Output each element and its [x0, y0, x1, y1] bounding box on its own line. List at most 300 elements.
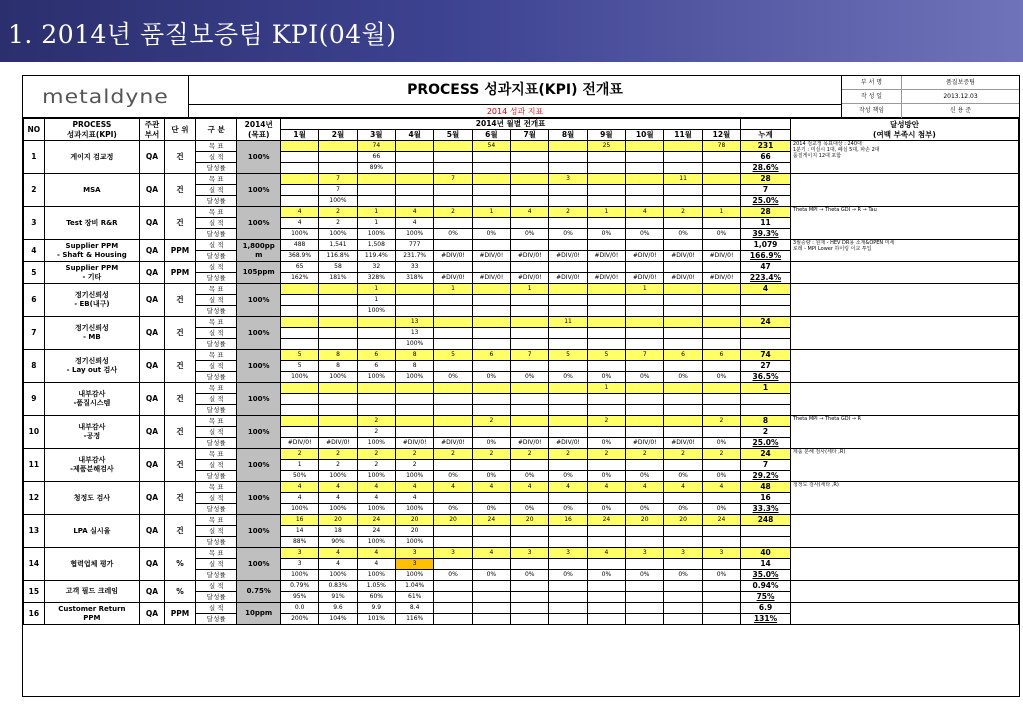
month-cell: 4	[511, 207, 549, 218]
kpi-target-2014: 100%	[237, 515, 281, 548]
kpi-unit: 건	[164, 482, 195, 515]
month-cell	[664, 284, 702, 295]
total-cell: 223.4%	[741, 273, 791, 284]
month-cell: 0%	[434, 229, 472, 240]
month-cell: 95%	[280, 592, 318, 603]
total-cell: 1,079	[741, 240, 791, 251]
table-row	[24, 262, 1019, 273]
month-cell: 1.04%	[396, 581, 434, 592]
month-cell: 4	[357, 482, 395, 493]
month-cell	[280, 339, 318, 350]
month-cell	[434, 317, 472, 328]
total-cell: 1	[741, 383, 791, 394]
month-cell	[511, 537, 549, 548]
month-cell	[472, 383, 510, 394]
month-cell: 8	[319, 350, 357, 361]
month-cell: 100%	[396, 372, 434, 383]
month-cell: 2	[396, 460, 434, 471]
row-label: 달성률	[196, 614, 237, 625]
month-cell: #DIV/0!	[434, 251, 472, 262]
month-cell: #DIV/0!	[626, 273, 664, 284]
table-row	[24, 284, 1019, 295]
kpi-number: 13	[24, 515, 45, 548]
month-cell: 4	[472, 548, 510, 559]
month-cell	[319, 317, 357, 328]
month-cell: 2	[319, 207, 357, 218]
total-cell	[741, 306, 791, 317]
month-cell: 0%	[626, 229, 664, 240]
row-label: 목 표	[196, 482, 237, 493]
month-cell	[511, 559, 549, 570]
total-cell	[741, 295, 791, 306]
kpi-sheet	[22, 75, 1020, 697]
month-cell: #DIV/0!	[626, 251, 664, 262]
month-cell: 0%	[511, 229, 549, 240]
sheet-header	[23, 76, 1019, 118]
month-cell	[472, 218, 510, 229]
month-cell	[626, 174, 664, 185]
month-cell: 7	[319, 185, 357, 196]
month-cell: 20	[396, 526, 434, 537]
month-cell: #DIV/0!	[434, 273, 472, 284]
month-cell	[511, 361, 549, 372]
month-cell	[319, 416, 357, 427]
month-cell: 100%	[357, 504, 395, 515]
month-cell	[434, 581, 472, 592]
month-cell	[549, 339, 587, 350]
month-cell: 20	[664, 515, 702, 526]
month-cell: 2	[702, 416, 740, 427]
month-cell: 1	[702, 207, 740, 218]
approval-key: 부 서 명	[842, 76, 902, 89]
month-cell	[702, 174, 740, 185]
kpi-unit: 건	[164, 284, 195, 317]
row-label: 목 표	[196, 548, 237, 559]
month-cell	[472, 603, 510, 614]
month-cell	[511, 592, 549, 603]
month-cell	[664, 581, 702, 592]
month-cell: 6	[472, 350, 510, 361]
total-cell: 39.3%	[741, 229, 791, 240]
kpi-number: 4	[24, 240, 45, 262]
month-cell	[280, 295, 318, 306]
row-label: 목 표	[196, 416, 237, 427]
col-header-monthsHeader: 2014년 월별 전개표	[280, 119, 740, 130]
month-cell: 100%	[280, 504, 318, 515]
month-cell: 0%	[587, 438, 625, 449]
month-cell: 0%	[664, 372, 702, 383]
kpi-dept: QA	[140, 207, 165, 240]
month-cell	[626, 526, 664, 537]
month-cell: 0%	[702, 504, 740, 515]
month-cell	[626, 361, 664, 372]
row-label: 실 적	[196, 603, 237, 614]
month-cell: 4	[702, 482, 740, 493]
row-label: 달성률	[196, 196, 237, 207]
kpi-name: MSA	[44, 174, 139, 207]
month-cell	[472, 306, 510, 317]
month-cell: 100%	[357, 537, 395, 548]
kpi-name: 정기신뢰성 - EB(내구)	[44, 284, 139, 317]
row-label: 달성률	[196, 504, 237, 515]
month-cell	[319, 405, 357, 416]
month-cell	[434, 328, 472, 339]
month-cell	[626, 559, 664, 570]
kpi-number: 15	[24, 581, 45, 603]
month-cell	[626, 317, 664, 328]
month-cell	[664, 141, 702, 152]
month-cell: 231.7%	[396, 251, 434, 262]
month-cell: 5	[280, 361, 318, 372]
month-cell	[702, 559, 740, 570]
total-cell: 25.0%	[741, 438, 791, 449]
month-cell	[587, 559, 625, 570]
month-cell: 104%	[319, 614, 357, 625]
month-cell: #DIV/0!	[549, 438, 587, 449]
month-cell	[549, 614, 587, 625]
improvement-plan: Theta MPI → Theta GDI → R → Tau	[790, 207, 1018, 240]
month-cell	[626, 185, 664, 196]
month-cell	[702, 493, 740, 504]
month-cell: 100%	[319, 229, 357, 240]
month-cell	[702, 592, 740, 603]
month-cell	[664, 614, 702, 625]
month-cell	[357, 185, 395, 196]
month-cell	[587, 592, 625, 603]
month-cell: 4	[434, 482, 472, 493]
month-cell	[472, 152, 510, 163]
kpi-number: 10	[24, 416, 45, 449]
month-cell: 318%	[396, 273, 434, 284]
month-cell: 200%	[280, 614, 318, 625]
month-cell	[319, 328, 357, 339]
month-cell	[280, 196, 318, 207]
month-cell	[472, 526, 510, 537]
month-cell: 20	[396, 515, 434, 526]
month-cell	[280, 328, 318, 339]
month-cell: 65	[280, 262, 318, 273]
month-cell	[280, 383, 318, 394]
month-cell: 6	[357, 350, 395, 361]
row-label: 실 적	[196, 361, 237, 372]
month-cell: #DIV/0!	[434, 438, 472, 449]
month-cell: 0%	[626, 504, 664, 515]
month-cell	[511, 185, 549, 196]
month-cell: 9.6	[319, 603, 357, 614]
total-cell: 24	[741, 449, 791, 460]
total-cell: 47	[741, 262, 791, 273]
month-header: 4월	[396, 130, 434, 141]
month-cell: 4	[280, 207, 318, 218]
company-logo	[23, 76, 189, 118]
month-cell	[549, 185, 587, 196]
month-cell	[549, 163, 587, 174]
month-cell: 3	[626, 548, 664, 559]
kpi-target-2014: 1,800pp m	[237, 240, 281, 262]
month-cell: 0%	[549, 372, 587, 383]
kpi-name: Supplier PPM - 기타	[44, 262, 139, 284]
month-cell	[664, 339, 702, 350]
month-cell: 488	[280, 240, 318, 251]
month-cell: 20	[626, 515, 664, 526]
month-cell: 91%	[319, 592, 357, 603]
slide-title-bar	[0, 0, 1023, 62]
row-label: 달성률	[196, 251, 237, 262]
month-cell: 4	[396, 207, 434, 218]
month-cell	[664, 405, 702, 416]
total-cell: 166.9%	[741, 251, 791, 262]
month-cell	[626, 614, 664, 625]
total-cell	[741, 526, 791, 537]
month-cell: 3	[280, 559, 318, 570]
month-cell: 0%	[472, 229, 510, 240]
month-cell: 11	[549, 317, 587, 328]
approval-row	[842, 104, 1019, 118]
month-cell: 0%	[549, 229, 587, 240]
col-header-plan: 달성방안 (여백 부족시 첨부)	[790, 119, 1018, 141]
month-cell	[472, 328, 510, 339]
month-cell: 2	[472, 449, 510, 460]
month-cell	[472, 196, 510, 207]
kpi-unit: 건	[164, 383, 195, 416]
month-cell: 100%	[357, 570, 395, 581]
kpi-dept: QA	[140, 482, 165, 515]
total-cell: 40	[741, 548, 791, 559]
month-cell: 2	[357, 449, 395, 460]
month-cell: 1	[434, 284, 472, 295]
month-cell	[626, 427, 664, 438]
month-header: 10월	[626, 130, 664, 141]
month-cell	[396, 174, 434, 185]
total-cell: 66	[741, 152, 791, 163]
total-cell: 7	[741, 460, 791, 471]
kpi-number: 7	[24, 317, 45, 350]
month-cell: 0%	[587, 471, 625, 482]
month-cell	[511, 405, 549, 416]
month-cell: 100%	[396, 229, 434, 240]
table-row	[24, 141, 1019, 152]
month-cell	[434, 361, 472, 372]
col-header-target2014: 2014년 (목표)	[237, 119, 281, 141]
row-label: 실 적	[196, 185, 237, 196]
month-cell: 24	[702, 515, 740, 526]
month-cell	[511, 196, 549, 207]
month-cell	[434, 196, 472, 207]
month-cell	[511, 603, 549, 614]
month-cell: 100%	[357, 229, 395, 240]
month-cell	[549, 427, 587, 438]
month-cell	[396, 383, 434, 394]
kpi-name: Customer Return PPM	[44, 603, 139, 625]
kpi-dept: QA	[140, 515, 165, 548]
row-label: 실 적	[196, 262, 237, 273]
month-cell	[319, 306, 357, 317]
month-cell: 20	[434, 515, 472, 526]
month-header: 3월	[357, 130, 395, 141]
month-cell	[702, 185, 740, 196]
month-cell: 1	[357, 284, 395, 295]
month-cell: 0%	[472, 570, 510, 581]
improvement-plan	[790, 262, 1018, 284]
month-cell	[280, 284, 318, 295]
month-cell: 61%	[396, 592, 434, 603]
month-cell	[587, 185, 625, 196]
month-cell	[511, 317, 549, 328]
row-label: 실 적	[196, 394, 237, 405]
kpi-target-2014: 105ppm	[237, 262, 281, 284]
month-cell: 0%	[664, 504, 702, 515]
month-cell	[549, 284, 587, 295]
month-cell	[280, 317, 318, 328]
month-cell	[587, 405, 625, 416]
month-cell: 0%	[511, 570, 549, 581]
month-cell	[434, 163, 472, 174]
month-cell: 119.4%	[357, 251, 395, 262]
month-cell: 1.05%	[357, 581, 395, 592]
month-cell: 4	[280, 218, 318, 229]
month-cell: 4	[280, 482, 318, 493]
month-cell	[434, 262, 472, 273]
kpi-unit: PPM	[164, 603, 195, 625]
month-cell	[511, 493, 549, 504]
month-cell: #DIV/0!	[664, 251, 702, 262]
month-cell: 2	[472, 416, 510, 427]
month-cell: 1,541	[319, 240, 357, 251]
month-cell: 100%	[396, 537, 434, 548]
month-cell	[664, 262, 702, 273]
month-cell	[434, 592, 472, 603]
month-cell	[587, 526, 625, 537]
kpi-target-2014: 100%	[237, 383, 281, 416]
month-cell	[626, 163, 664, 174]
row-label: 달성률	[196, 537, 237, 548]
month-cell	[702, 196, 740, 207]
table-row	[24, 603, 1019, 614]
row-label: 목 표	[196, 317, 237, 328]
kpi-name: 내부감사 -품질시스템	[44, 383, 139, 416]
kpi-name: 협력업체 평가	[44, 548, 139, 581]
month-cell	[664, 537, 702, 548]
month-cell	[280, 416, 318, 427]
total-cell: 2	[741, 427, 791, 438]
month-cell: 0%	[702, 229, 740, 240]
month-header: 2월	[319, 130, 357, 141]
month-cell	[472, 493, 510, 504]
month-cell	[664, 185, 702, 196]
row-label: 실 적	[196, 493, 237, 504]
month-cell: 0.79%	[280, 581, 318, 592]
month-cell: 100%	[357, 372, 395, 383]
kpi-unit: 건	[164, 207, 195, 240]
month-cell: 4	[319, 548, 357, 559]
kpi-name: 정기신뢰성 - Lay out 검사	[44, 350, 139, 383]
month-cell: 116%	[396, 614, 434, 625]
improvement-plan: Theta MPI → Theta GDI → R	[790, 416, 1018, 449]
kpi-dept: QA	[140, 581, 165, 603]
month-cell: #DIV/0!	[511, 438, 549, 449]
month-cell	[587, 163, 625, 174]
month-cell	[587, 493, 625, 504]
month-cell	[626, 416, 664, 427]
month-cell	[511, 427, 549, 438]
month-cell: 16	[549, 515, 587, 526]
kpi-number: 5	[24, 262, 45, 284]
month-cell: 0%	[549, 570, 587, 581]
total-cell: 131%	[741, 614, 791, 625]
month-cell: 4	[587, 548, 625, 559]
month-cell	[664, 559, 702, 570]
month-cell	[587, 174, 625, 185]
kpi-target-2014: 100%	[237, 174, 281, 207]
month-cell: 0%	[587, 504, 625, 515]
month-cell: 0%	[702, 438, 740, 449]
month-cell	[434, 559, 472, 570]
month-cell	[511, 295, 549, 306]
kpi-name: Test 장비 R&R	[44, 207, 139, 240]
month-cell: 24	[472, 515, 510, 526]
month-cell	[587, 603, 625, 614]
month-cell: 100%	[280, 570, 318, 581]
month-cell: 7	[434, 174, 472, 185]
month-cell	[664, 152, 702, 163]
month-header: 6월	[472, 130, 510, 141]
row-label: 실 적	[196, 218, 237, 229]
month-cell: 4	[396, 218, 434, 229]
month-cell	[702, 306, 740, 317]
month-cell	[549, 537, 587, 548]
month-cell: 18	[319, 526, 357, 537]
month-cell: 2	[357, 427, 395, 438]
month-cell	[664, 394, 702, 405]
month-cell	[587, 427, 625, 438]
month-cell	[472, 537, 510, 548]
month-cell	[702, 317, 740, 328]
month-cell	[587, 295, 625, 306]
month-cell	[511, 581, 549, 592]
kpi-number: 2	[24, 174, 45, 207]
month-cell: #DIV/0!	[702, 273, 740, 284]
month-cell	[319, 394, 357, 405]
kpi-unit: 건	[164, 174, 195, 207]
month-cell: 7	[626, 350, 664, 361]
month-cell: 0%	[434, 372, 472, 383]
improvement-plan	[790, 174, 1018, 207]
kpi-target-2014: 10ppm	[237, 603, 281, 625]
month-cell: 2	[434, 207, 472, 218]
kpi-target-2014: 100%	[237, 548, 281, 581]
month-cell	[626, 218, 664, 229]
month-cell	[472, 185, 510, 196]
month-cell: 101%	[357, 614, 395, 625]
month-cell: 25	[587, 141, 625, 152]
month-cell: 100%	[280, 229, 318, 240]
month-cell: 2	[587, 416, 625, 427]
improvement-plan	[790, 350, 1018, 383]
month-header: 11월	[664, 130, 702, 141]
approval-row	[842, 90, 1019, 104]
month-cell: 54	[472, 141, 510, 152]
kpi-unit: %	[164, 548, 195, 581]
month-cell	[472, 163, 510, 174]
month-cell	[511, 526, 549, 537]
month-cell: #DIV/0!	[511, 251, 549, 262]
month-cell: 3	[664, 548, 702, 559]
month-cell	[626, 196, 664, 207]
month-cell	[434, 526, 472, 537]
month-cell: 16	[280, 515, 318, 526]
month-cell	[357, 196, 395, 207]
month-cell: 66	[357, 152, 395, 163]
